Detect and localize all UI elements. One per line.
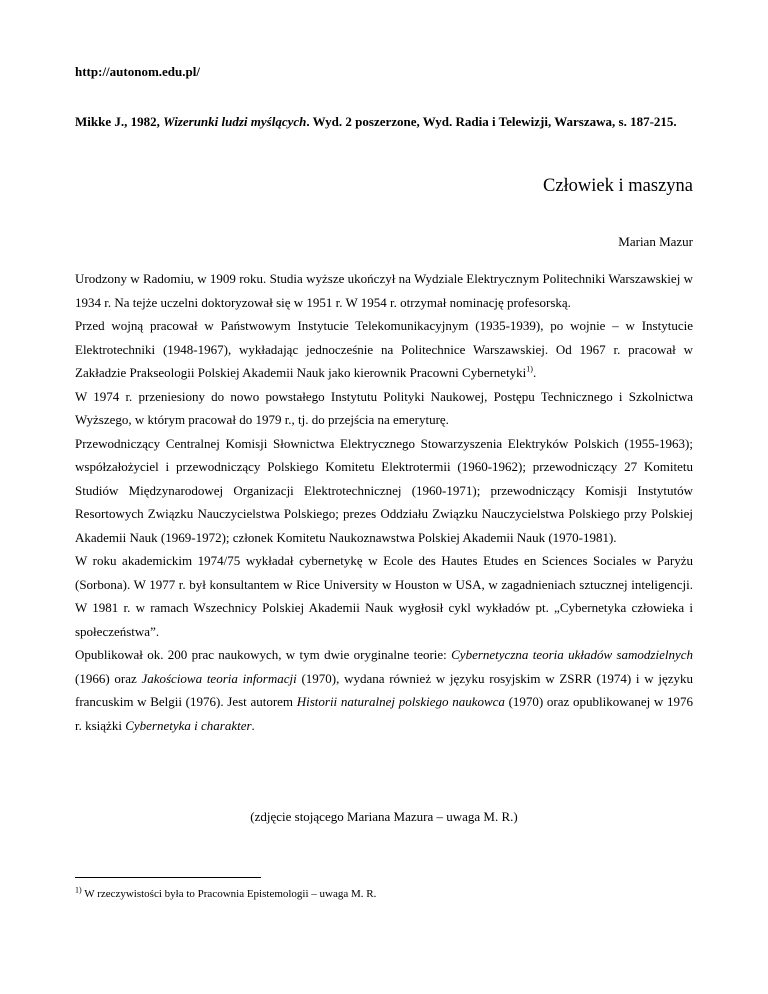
citation-authors: Mikke J., 1982, bbox=[75, 114, 160, 129]
work-title-4: Cybernetyka i charakter bbox=[125, 717, 252, 733]
paragraph-2 bbox=[75, 314, 693, 385]
paragraph-1: Urodzony w Radomiu, w 1909 roku. Studia wyższe ukończył na Wydziale Elektrycznym Politechniki Warszawskiej w 1934 r. Na tejże uczelni doktoryzował się w 1951 r. W 1954 r. otrzymał nominację profesorską. bbox=[75, 271, 693, 310]
source-url[interactable]: http://autonom.edu.pl/ bbox=[75, 64, 200, 79]
paragraph-4: Przewodniczący Centralnej Komisji Słownictwa Elektrycznego Stowarzyszenia Elektryków Polskich (1955-1963); współzałożyciel i przewodniczący Polskiego Komitetu Elektrotermii (1960-1962); przewodniczący 27 Komitetu Studiów Międzynarodowej Organizacji Elektrotechnicznej (1960-1971); przewodniczący Komisji Instytutów Resortowych Związku Nauczycielstwa Polskiego; prezes Oddziału Związku Nauczycielstwa Polskiego przy Polskiej Akademii Nauk (1969-1972); członek Komitetu Naukoznawstwa Polskiej Akademii Nauk (1970-1981). bbox=[75, 435, 693, 545]
paragraph-6-i: . bbox=[251, 717, 255, 733]
paragraph-6-c: (1966) oraz bbox=[75, 670, 142, 686]
photo-caption: (zdjęcie stojącego Mariana Mazura – uwaga M. R.) bbox=[250, 809, 518, 824]
footnote bbox=[75, 885, 377, 900]
work-title-3: Historii naturalnej polskiego naukowca bbox=[296, 694, 505, 709]
paragraph-5: W roku akademickim 1974/75 wykładał cybernetykę w Ecole des Hautes Etudes en Sciences Sociales w Paryżu (Sorbona). W 1977 r. był konsultantem w Rice University w Houston w USA, w zagadnieniach sztucznej inteligencji. W 1981 r. w ramach Wszechnicy Polskiej Akademii Nauk wygłosił cykl wykładów pt. „Cybernetyka człowieka i społeczeństwa”. bbox=[75, 553, 693, 639]
footnote-ref[interactable]: 1) bbox=[526, 364, 533, 374]
work-title-2: Jakościowa teoria informacji bbox=[141, 670, 297, 686]
paragraph-2-end: . bbox=[532, 365, 537, 380]
paragraph-2-text: Przed wojną pracował w Państwowym Instytucie Telekomunikacyjnym (1935-1939), po wojnie – w Instytucie Elektrotechniki (1948-1967), wykładając jednocześnie na Politechnice Warszawskiej. Od 1967 r. pracował w Zakładzie Prakseologii Polskiej Akademii Nauk jako kierownik Pracowni Cybernetyki bbox=[75, 318, 693, 380]
footnote-marker: 1) bbox=[75, 885, 82, 895]
article-body bbox=[75, 267, 693, 737]
citation bbox=[75, 108, 693, 135]
paragraph-6 bbox=[75, 643, 693, 737]
article-title: Człowiek i maszyna bbox=[542, 176, 693, 196]
paragraph-6-g: (1970) oraz opublikowanej w 1976 r. książki bbox=[75, 694, 693, 733]
footnote-divider bbox=[75, 877, 261, 878]
footnote-text: W rzeczywistości była to Pracownia Epistemologii – uwaga M. R. bbox=[81, 888, 377, 900]
article-author: Marian Mazur bbox=[618, 234, 693, 249]
paragraph-6-a: Opublikował ok. 200 prac naukowych, w tym dwie oryginalne teorie: bbox=[75, 647, 452, 662]
citation-details: . Wyd. 2 poszerzone, Wyd. Radia i Telewizji, Warszawa, s. 187-215. bbox=[306, 114, 677, 129]
paragraph-3: W 1974 r. przeniesiony do nowo powstałego Instytutu Polityki Naukowej, Postępu Technicznego i Szkolnictwa Wyższego, w którym pracował do 1979 r., tj. do przejścia na emeryturę. bbox=[75, 388, 693, 427]
work-title-1: Cybernetyczna teoria układów samodzielnych bbox=[451, 647, 693, 662]
paragraph-6-e: (1970), wydana również w języku rosyjskim w ZSRR (1974) i w języku francuskim w Belgii (1976). Jest autorem bbox=[75, 670, 693, 709]
citation-book-title: Wizerunki ludzi myślących bbox=[163, 114, 307, 129]
